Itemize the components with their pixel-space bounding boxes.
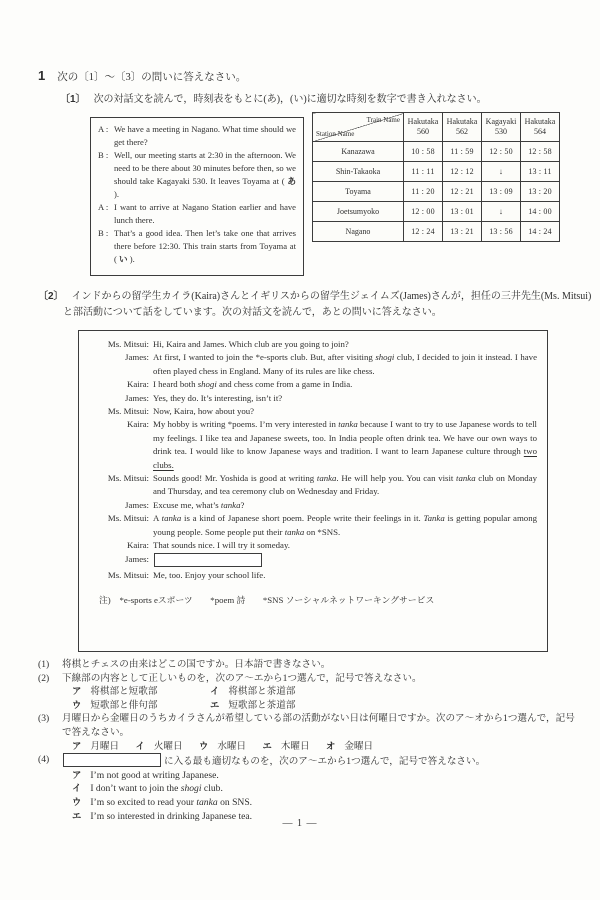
subquestion1-heading (60, 90, 590, 105)
dialogue2-line (95, 418, 537, 472)
speaker-label: James: (125, 352, 149, 363)
speaker-label: Kaira: (127, 379, 149, 390)
dialogue2-line (95, 569, 537, 582)
station-name: Shin-Takaoka (313, 162, 404, 182)
corner-train-name-label: Train Name (366, 116, 400, 124)
time-cell: 12 : 00 (404, 202, 443, 222)
option-label: エ (72, 810, 82, 821)
dialogue1-line (98, 149, 296, 201)
option-a (72, 685, 210, 699)
utterance-text: That sounds nice. I will try it someday. (153, 540, 290, 551)
utterance-text: Hi, Kaira and James. Which club are you going to join? (153, 339, 349, 349)
dialogue1-line (98, 201, 296, 227)
dialogue2-line (95, 499, 537, 512)
option-text: 火曜日 (153, 740, 183, 752)
option-label: オ (326, 740, 336, 751)
option-text: I’m so excited to read your tanka on SNS. (90, 796, 253, 808)
option-text: 木曜日 (280, 740, 310, 752)
option-i (136, 741, 183, 752)
option-label: ウ (199, 740, 209, 751)
speaker-label: Ms. Mitsui: (107, 473, 149, 484)
option-u (72, 699, 210, 713)
speaker-label: Kaira: (127, 419, 149, 430)
dialogue-box-1 (90, 117, 304, 276)
timetable-header-row (313, 113, 560, 142)
subquestion2-instruction: インドからの留学生カイラ(Kaira)さんとイギリスからの留学生ジェイムズ(James)さんが，担任の三井先生(Ms. Mitsui)と部活動について話をしています。次の対話文を読んで，あとの問いに答えなさい。 (63, 291, 592, 318)
main-instruction: 次の〔1〕～〔3〕の問いに答えなさい。 (57, 72, 247, 83)
option-e (210, 699, 580, 713)
utterance-text: At first, I wanted to join the *e-sports club. But, after visiting shogi club, I decided to join it instead. I have often played chess in England. Many of its rules are like chess. (153, 352, 537, 376)
time-cell: 13 : 09 (482, 182, 521, 202)
utterance-text: A tanka is a kind of Japanese short poem. People write their feelings in it. Tanka is getting popular among young people. Some people put their tanka on *SNS. (153, 513, 537, 537)
option-u (199, 741, 246, 752)
speaker-label: James: (125, 553, 149, 564)
dialogue2-line (95, 392, 537, 405)
utterance-text: Excuse me, what’s tanka? (153, 499, 245, 510)
timetable-row (313, 222, 560, 242)
option-u (72, 796, 580, 810)
option-i (72, 782, 580, 796)
utterance-text: Well, our meeting starts at 2:30 in the afternoon. We need to be there about 30 minutes before then, so we should take Kagayaki 530. It leaves Toyama at ( あ ). (114, 150, 296, 199)
question-4 (38, 753, 580, 769)
dialogue2-line-blank (95, 553, 537, 569)
question-text: 下線部の内容として正しいものを，次のア～エから1つ選んで，記号で答えなさい。 (62, 672, 422, 684)
train-number: 530 (495, 127, 507, 136)
question-1 (38, 658, 580, 672)
train-number: 562 (456, 127, 468, 136)
speaker-label: B : (98, 150, 109, 160)
speaker-label: Ms. Mitsui: (107, 406, 149, 417)
speaker-label: Ms. Mitsui: (107, 339, 149, 349)
option-label: ア (72, 686, 82, 697)
question-number: (1) (38, 659, 50, 670)
option-label: ウ (72, 699, 82, 710)
speaker-label: James: (125, 499, 149, 510)
timetable-corner-cell (313, 113, 404, 142)
speaker-label: Ms. Mitsui: (107, 513, 149, 524)
speaker-label: A : (98, 202, 109, 212)
option-e (263, 741, 310, 752)
option-label: イ (210, 686, 220, 697)
option-label: エ (210, 699, 220, 710)
utterance-text: I want to arrive at Nagano Station earlier and have lunch there. (114, 202, 296, 225)
speaker-label: Ms. Mitsui: (107, 569, 149, 580)
time-cell: 13 : 01 (443, 202, 482, 222)
question-3-options (72, 740, 580, 754)
option-text: I’m not good at writing Japanese. (90, 769, 219, 781)
train-header (443, 113, 482, 142)
option-label: ア (72, 740, 82, 751)
subquestion1-label: 〔1〕 (60, 94, 86, 105)
station-name: Toyama (313, 182, 404, 202)
option-text: 将棋部と茶道部 (228, 686, 296, 698)
pass-arrow: ↓ (482, 202, 521, 222)
option-text: 短歌部と茶道部 (228, 699, 296, 711)
train-number: 560 (417, 127, 429, 136)
time-cell: 13 : 20 (521, 182, 560, 202)
timetable-row (313, 202, 560, 222)
speaker-label: B : (98, 228, 109, 238)
option-text: 短歌部と俳句部 (90, 699, 158, 711)
option-label: イ (135, 740, 145, 751)
option-text: 将棋部と短歌部 (90, 686, 158, 698)
option-text: 月曜日 (90, 740, 120, 752)
subquestion2-label: 〔2〕 (38, 291, 64, 302)
question-3 (38, 712, 580, 739)
subquestion1-instruction: 次の対話文を読んで，時刻表をもとに(あ)，(い)に適切な時刻を数字で書き入れなさい。 (93, 94, 487, 105)
option-text: I’m so interested in drinking Japanese tea. (90, 810, 253, 822)
question-number: (2) (38, 672, 50, 684)
page-number: — 1 — (282, 818, 318, 829)
train-header (404, 113, 443, 142)
pass-arrow: ↓ (482, 162, 521, 182)
footnote-glossary: 注) *e-sports eスポーツ *poem 詩 *SNS ソーシャルネットワーキングサービス (99, 595, 435, 606)
time-cell: 13 : 56 (482, 222, 521, 242)
train-timetable (312, 112, 560, 242)
option-label: イ (72, 783, 82, 794)
dialogue2-line (95, 512, 537, 539)
time-cell: 12 : 21 (443, 182, 482, 202)
big-question-number: 1 (38, 68, 46, 83)
time-cell: 12 : 12 (443, 162, 482, 182)
option-a (72, 769, 580, 783)
time-cell: 13 : 11 (521, 162, 560, 182)
utterance-text: I heard both shogi and chess come from a game in India. (153, 379, 353, 390)
speaker-label: Kaira: (127, 540, 149, 551)
utterance-text: Now, Kaira, how about you? (153, 406, 255, 417)
time-cell: 11 : 59 (443, 142, 482, 162)
dialogue2-line (95, 338, 537, 351)
utterance-text: Sounds good! Mr. Yoshida is good at writing tanka. He will help you. You can visit tanka club on Monday and Thursday, and tea ceremony club on Wednesday and Friday. (153, 473, 537, 497)
subquestion2-heading (38, 289, 593, 321)
station-name: Nagano (313, 222, 404, 242)
option-o (326, 741, 373, 752)
dialogue1-line (98, 123, 296, 149)
time-cell: 10 : 58 (404, 142, 443, 162)
option-text: 金曜日 (344, 740, 374, 752)
timetable-row (313, 162, 560, 182)
option-label: ウ (72, 796, 82, 807)
time-cell: 12 : 58 (521, 142, 560, 162)
question-number: (4) (38, 754, 50, 766)
corner-station-name-label: Station Name (316, 130, 355, 138)
time-cell: 14 : 24 (521, 222, 560, 242)
utterance-text: Yes, they do. It’s interesting, isn’t it? (153, 392, 283, 403)
utterance-blank (153, 553, 537, 569)
dialogue-box-2 (78, 330, 548, 652)
utterance-text: That’s a good idea. Then let’s take one that arrives there before 12:30. This train starts from Toyama at ( い ). (114, 228, 296, 264)
question-number: (3) (38, 713, 50, 725)
answer-blank-box (63, 753, 161, 767)
train-name: Hakutaka (446, 117, 478, 126)
question-text: に入る最も適切なものを，次のア～エから1つ選んで，記号で答えなさい。 (62, 753, 580, 769)
train-name: Kagayaki (485, 117, 517, 126)
timetable-row (313, 182, 560, 202)
option-label: ア (72, 769, 82, 780)
train-name: Hakutaka (524, 117, 556, 126)
utterance-text: My hobby is writing *poems. I’m very interested in tanka because I want to try to use Japanese words to tell my feelings. I like tea and Japanese sweets, too. In India people often drink tea. We have our own ways to drink tea. I would like to know Japanese ways and tradition. I want to learn Japanese culture through two clubs. (153, 419, 537, 470)
dialogue2-line (95, 472, 537, 499)
utterance-text: We have a meeting in Nagano. What time should we get there? (114, 124, 296, 147)
question-text: 将棋とチェスの由来はどこの国ですか。日本語で書きなさい。 (62, 659, 331, 670)
train-header (521, 113, 560, 142)
dialogue2-line (95, 351, 537, 378)
train-name: Hakutaka (407, 117, 439, 126)
question-text: 月曜日から金曜日のうちカイラさんが希望している部の活動がない日は何曜日ですか。次のア～オから1つ選んで，記号で答えなさい。 (62, 713, 575, 738)
option-text: 水曜日 (217, 740, 247, 752)
answer-blank-box (154, 553, 262, 567)
time-cell: 11 : 20 (404, 182, 443, 202)
dialogue2-line (95, 539, 537, 552)
train-header (482, 113, 521, 142)
station-name: Joetsumyoko (313, 202, 404, 222)
questions-block (38, 658, 580, 823)
question-4-options (72, 769, 580, 823)
time-cell: 13 : 21 (443, 222, 482, 242)
option-i (210, 685, 580, 699)
option-a (72, 741, 119, 752)
speaker-label: James: (125, 392, 149, 403)
speaker-label: A : (98, 124, 109, 134)
time-cell: 12 : 50 (482, 142, 521, 162)
time-cell: 11 : 11 (404, 162, 443, 182)
main-question-heading (38, 68, 246, 84)
dialogue2-line (95, 405, 537, 418)
option-label: エ (262, 740, 272, 751)
question-2 (38, 672, 580, 686)
time-cell: 14 : 00 (521, 202, 560, 222)
utterance-text: Me, too. Enjoy your school life. (153, 569, 266, 580)
train-number: 564 (534, 127, 546, 136)
dialogue2-line (95, 378, 537, 391)
option-text: I don’t want to join the shogi club. (90, 783, 223, 795)
timetable-row (313, 142, 560, 162)
question-2-options (72, 685, 580, 712)
station-name: Kanazawa (313, 142, 404, 162)
dialogue1-line (98, 227, 296, 266)
time-cell: 12 : 24 (404, 222, 443, 242)
